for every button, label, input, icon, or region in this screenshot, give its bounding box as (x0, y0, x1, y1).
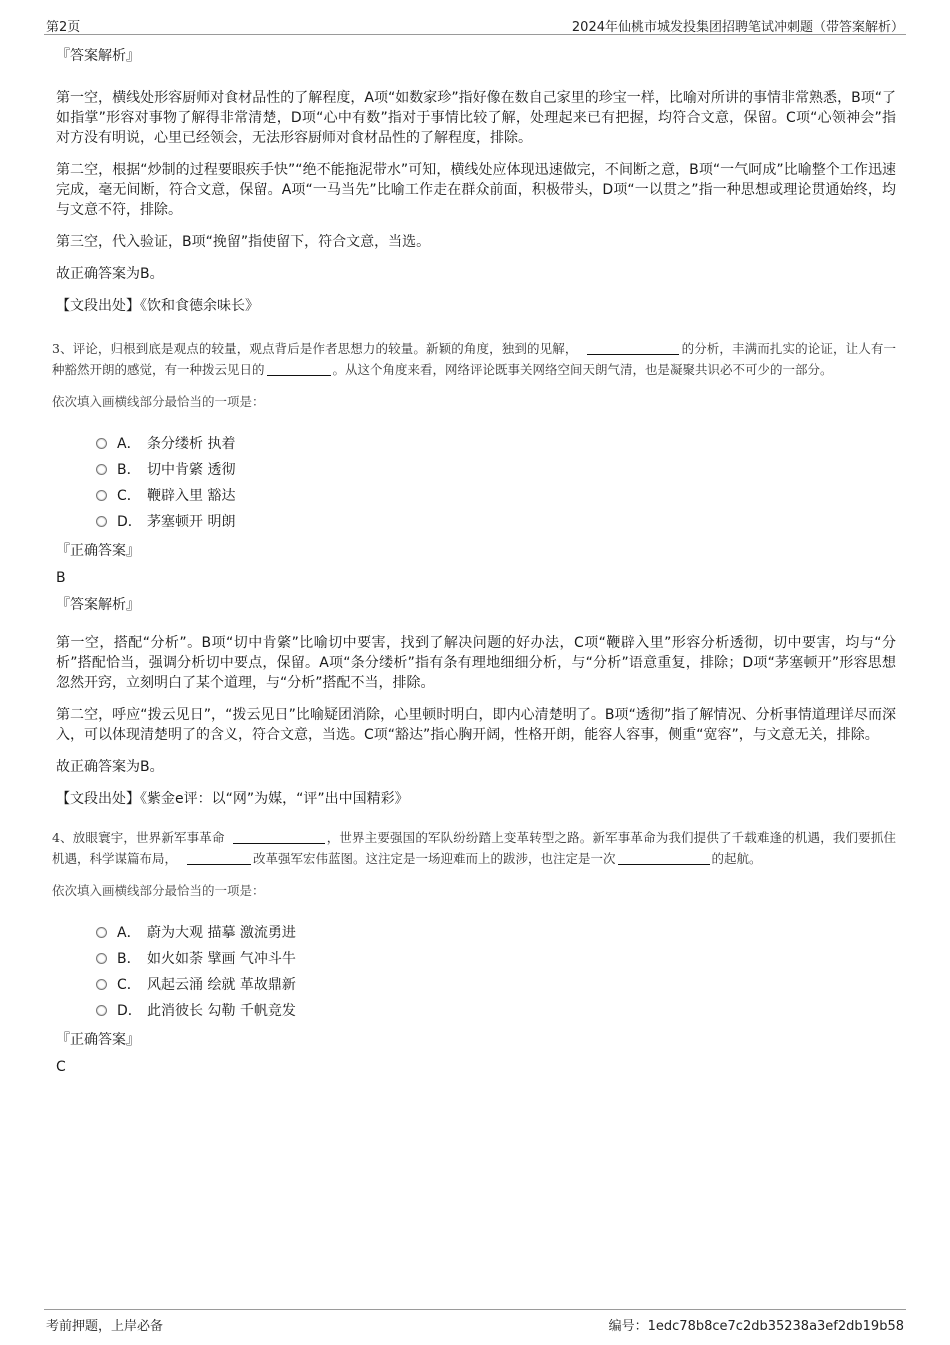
page-header (44, 14, 906, 35)
option-text: 条分缕析 执着 (147, 436, 236, 452)
answer-blank (267, 361, 331, 376)
source-citation: 【文段出处】《饮和食德余味长》 (56, 298, 259, 314)
analysis-paragraph: 第一空，横线处形容厨师对食材品性的了解程度，A项“如数家珍”指好像在数自己家里的珍宝一样，比喻对所讲的事情非常熟悉，B项“了如指掌”形容对事物了解得非常清楚，D项“心中有数”指对于事情比较了解，处理起来已有把握，均符合文意，保留。C项“心领神会”指对方没有明说，心里已经领会，无法形容厨师对食材品性的了解程度，排除。 (56, 90, 896, 146)
option-text: 风起云涌 绘就 革故鼎新 (147, 977, 296, 993)
question-instruction: 依次填入画横线部分最恰当的一项是： (52, 883, 265, 898)
option-letter: A． (117, 925, 141, 941)
conclusion: 故正确答案为B。 (56, 759, 164, 775)
correct-answer-label: 『正确答案』 (56, 543, 140, 559)
radio-button[interactable] (96, 464, 107, 475)
answer-blank (233, 829, 325, 844)
correct-answer: B (56, 570, 66, 586)
question-stem: 3、评论，归根到底是观点的较量，观点背后是作者思想力的较量。新颖的角度，独到的见解， 的分析，丰满而扎实的论证，让人有一种豁然开朗的感觉，有一种拨云见日的 。从这个角度来看，网络评论既事关网络空间天朗气清，也是凝聚共识必不可少的一部分。 (52, 341, 896, 377)
answer-blank (618, 850, 710, 865)
option-d[interactable] (96, 997, 896, 1023)
option-text: 蔚为大观 描摹 激流勇进 (147, 925, 296, 941)
answer-blank (587, 340, 679, 355)
option-text: 切中肯綮 透彻 (147, 462, 236, 478)
option-letter: C． (117, 488, 141, 504)
radio-button[interactable] (96, 438, 107, 449)
page-content (52, 44, 896, 1085)
option-b[interactable] (96, 945, 896, 971)
analysis-label: 『答案解析』 (56, 48, 140, 64)
radio-button[interactable] (96, 953, 107, 964)
option-letter: D． (117, 1003, 142, 1019)
radio-button[interactable] (96, 490, 107, 501)
page-number: 第2页 (46, 20, 81, 35)
option-a[interactable] (96, 430, 896, 456)
footer-slogan: 考前押题，上岸必备 (46, 1319, 164, 1334)
radio-button[interactable] (96, 1005, 107, 1016)
question-stem: 4、放眼寰宇，世界新军事革命 ，世界主要强国的军队纷纷踏上变革转型之路。新军事革命为我们提供了千载难逢的机遇，我们要抓住机遇，科学谋篇布局， 改革强军宏伟蓝图。这注定是一场迎难而上的跋涉，也注定是一次 的起航。 (52, 830, 896, 866)
option-list (96, 430, 896, 534)
correct-answer: C (56, 1059, 66, 1075)
correct-answer-label: 『正确答案』 (56, 1032, 140, 1048)
radio-button[interactable] (96, 516, 107, 527)
option-a[interactable] (96, 919, 896, 945)
conclusion: 故正确答案为B。 (56, 266, 164, 282)
option-b[interactable] (96, 456, 896, 482)
analysis-label: 『答案解析』 (56, 597, 140, 613)
option-text: 此消彼长 勾勒 千帆竞发 (147, 1003, 296, 1019)
option-text: 茅塞顿开 明朗 (147, 514, 236, 530)
question-instruction: 依次填入画横线部分最恰当的一项是： (52, 394, 265, 409)
radio-button[interactable] (96, 979, 107, 990)
document-title: 2024年仙桃市城发投集团招聘笔试冲刺题（带答案解析） (571, 20, 904, 35)
radio-button[interactable] (96, 927, 107, 938)
option-letter: B． (117, 951, 141, 967)
option-c[interactable] (96, 971, 896, 997)
document-id: 编号：1edc78b8ce7c2db35238a3ef2db19b58 (608, 1319, 904, 1334)
option-text: 如火如荼 擘画 气冲斗牛 (147, 951, 296, 967)
answer-blank (187, 850, 251, 865)
option-text: 鞭辟入里 豁达 (147, 488, 236, 504)
analysis-paragraph: 第二空，呼应“拨云见日”，“拨云见日”比喻疑团消除，心里顿时明白，即内心清楚明了。B项“透彻”指了解情况、分析事情道理详尽而深入，可以体现清楚明了的含义，符合文意，当选。C项“豁达”指心胸开阔，性格开朗，能容人容事，侧重“宽容”，与文意无关，排除。 (56, 707, 896, 743)
analysis-paragraph: 第二空，根据“炒制的过程要眼疾手快”“绝不能拖泥带水”可知，横线处应体现迅速做完，不间断之意，B项“一气呵成”比喻整个工作迅速完成，毫无间断，符合文意，保留。A项“一马当先”比喻工作走在群众前面，积极带头，D项“一以贯之”指一种思想或理论贯通始终，均与文意不符，排除。 (56, 162, 896, 218)
page-footer (44, 1309, 906, 1332)
option-letter: D． (117, 514, 142, 530)
option-c[interactable] (96, 482, 896, 508)
option-letter: C． (117, 977, 141, 993)
option-letter: A． (117, 436, 141, 452)
source-citation: 【文段出处】《紫金e评：以“网”为媒，“评”出中国精彩》 (56, 791, 409, 807)
option-list (96, 919, 896, 1023)
option-d[interactable] (96, 508, 896, 534)
option-letter: B． (117, 462, 141, 478)
analysis-paragraph: 第三空，代入验证，B项“挽留”指使留下，符合文意，当选。 (56, 234, 431, 250)
analysis-paragraph: 第一空，搭配“分析”。B项“切中肯綮”比喻切中要害，找到了解决问题的好办法，C项“鞭辟入里”形容分析透彻，切中要害，均与“分析”搭配恰当，强调分析切中要点，保留。A项“条分缕析”指有条有理地细细分析，与“分析”语意重复，排除；D项“茅塞顿开”形容思想忽然开窍，立刻明白了某个道理，与“分析”搭配不当，排除。 (56, 635, 896, 691)
